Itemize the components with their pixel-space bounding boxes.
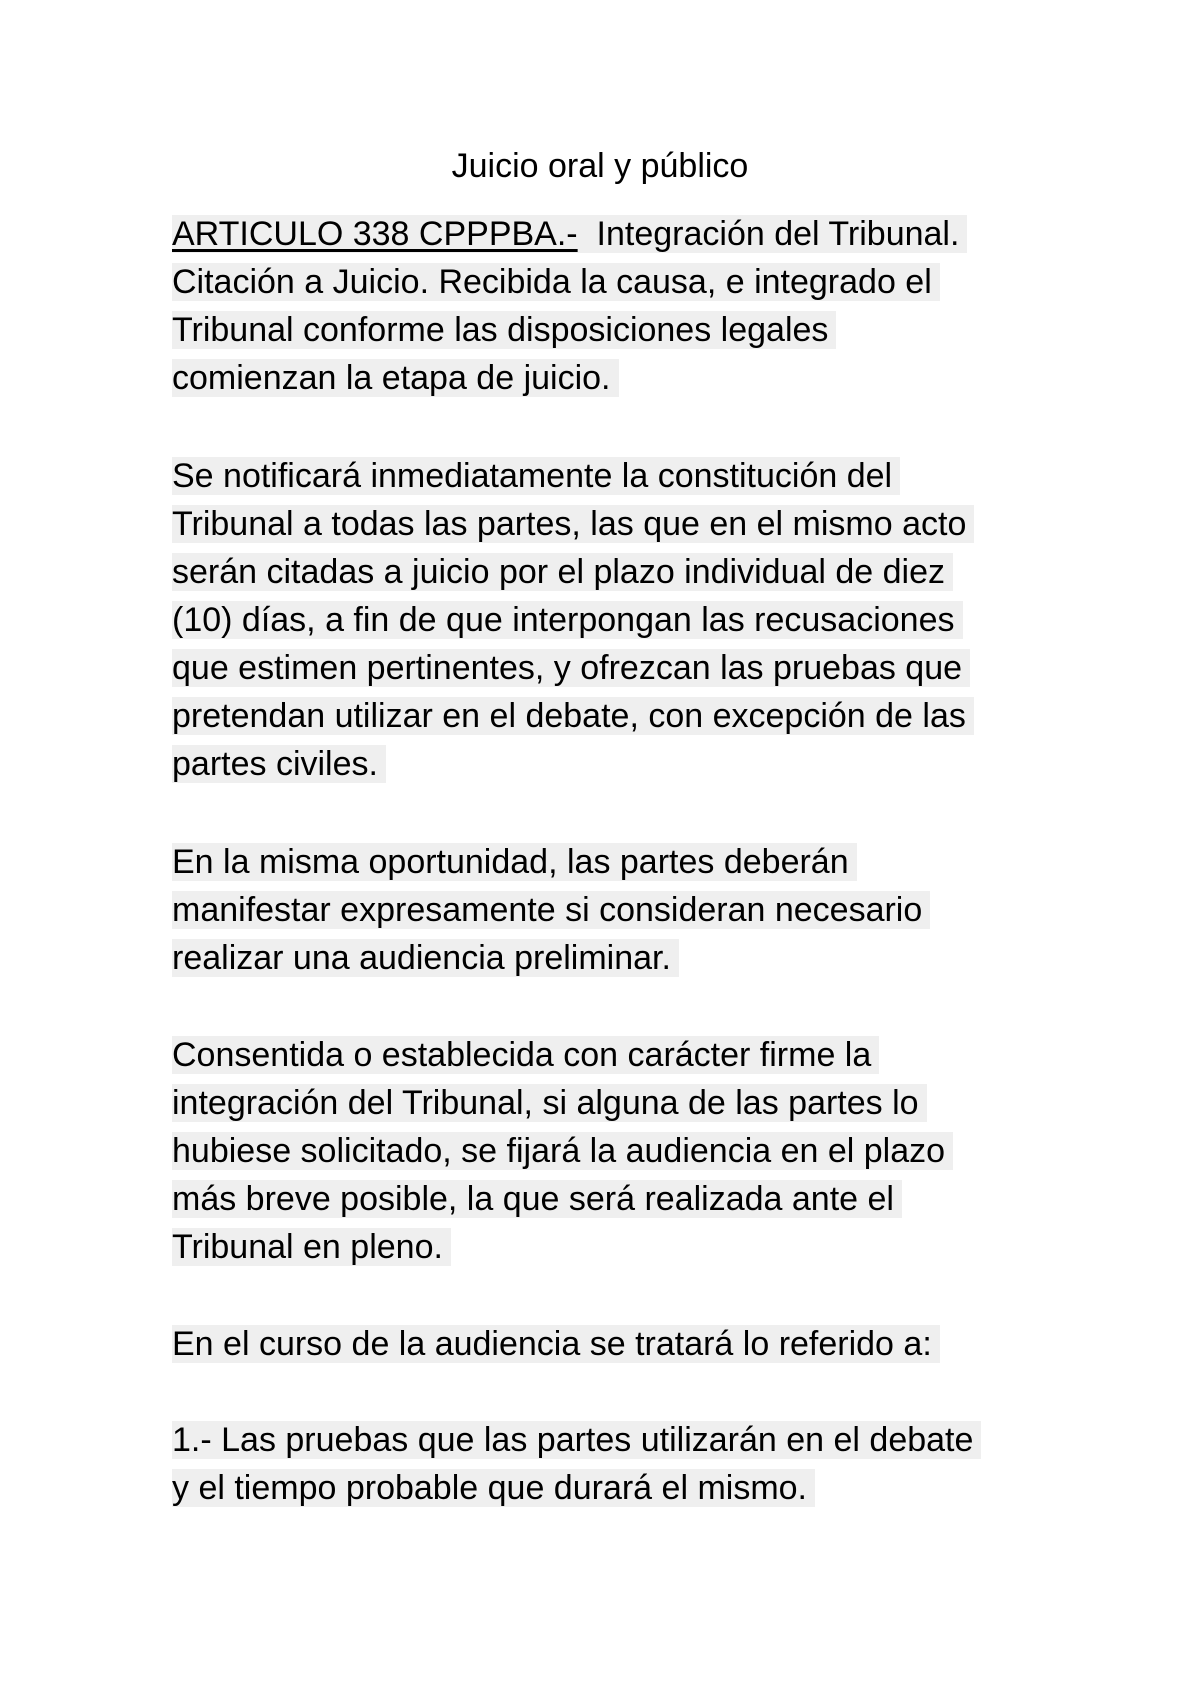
paragraph-hearing-course xyxy=(172,1320,1072,1368)
paragraph-line: ARTICULO 338 CPPPBA.- Integración del Tribunal. xyxy=(172,210,1072,258)
paragraph-line: pretendan utilizar en el debate, con excepción de las xyxy=(172,692,1072,740)
paragraph-line: más breve posible, la que será realizada ante el xyxy=(172,1175,1072,1223)
paragraph-line: hubiese solicitado, se fijará la audiencia en el plazo xyxy=(172,1127,1072,1175)
paragraph-line: 1.- Las pruebas que las partes utilizarán en el debate xyxy=(172,1416,1072,1464)
paragraph-line: Consentida o establecida con carácter firme la xyxy=(172,1031,1072,1079)
paragraph-line: Tribunal en pleno. xyxy=(172,1223,1072,1271)
paragraph-line: serán citadas a juicio por el plazo individual de diez xyxy=(172,548,1072,596)
paragraph-line: comienzan la etapa de juicio. xyxy=(172,354,1072,402)
paragraph-tribunal-integration xyxy=(172,1031,1072,1271)
paragraph-preliminary-hearing xyxy=(172,838,1072,982)
paragraph-line: realizar una audiencia preliminar. xyxy=(172,934,1072,982)
paragraph-line: Tribunal a todas las partes, las que en el mismo acto xyxy=(172,500,1072,548)
paragraph-line: (10) días, a fin de que interpongan las recusaciones xyxy=(172,596,1072,644)
paragraph-article-338 xyxy=(172,210,1072,402)
paragraph-line: y el tiempo probable que durará el mismo. xyxy=(172,1464,1072,1512)
paragraph-line: En el curso de la audiencia se tratará lo referido a: xyxy=(172,1320,1072,1368)
paragraph-line: Tribunal conforme las disposiciones legales xyxy=(172,306,1072,354)
article-reference: ARTICULO 338 CPPPBA.- xyxy=(172,215,578,253)
paragraph-line: que estimen pertinentes, y ofrezcan las pruebas que xyxy=(172,644,1072,692)
paragraph-notification xyxy=(172,452,1072,788)
document-title: Juicio oral y público xyxy=(451,147,749,185)
paragraph-line: En la misma oportunidad, las partes deberán xyxy=(172,838,1072,886)
paragraph-line: partes civiles. xyxy=(172,740,1072,788)
list-item-1 xyxy=(172,1416,1072,1512)
paragraph-line: Se notificará inmediatamente la constitución del xyxy=(172,452,1072,500)
paragraph-line: Citación a Juicio. Recibida la causa, e integrado el xyxy=(172,258,1072,306)
paragraph-line: manifestar expresamente si consideran necesario xyxy=(172,886,1072,934)
paragraph-line: integración del Tribunal, si alguna de las partes lo xyxy=(172,1079,1072,1127)
